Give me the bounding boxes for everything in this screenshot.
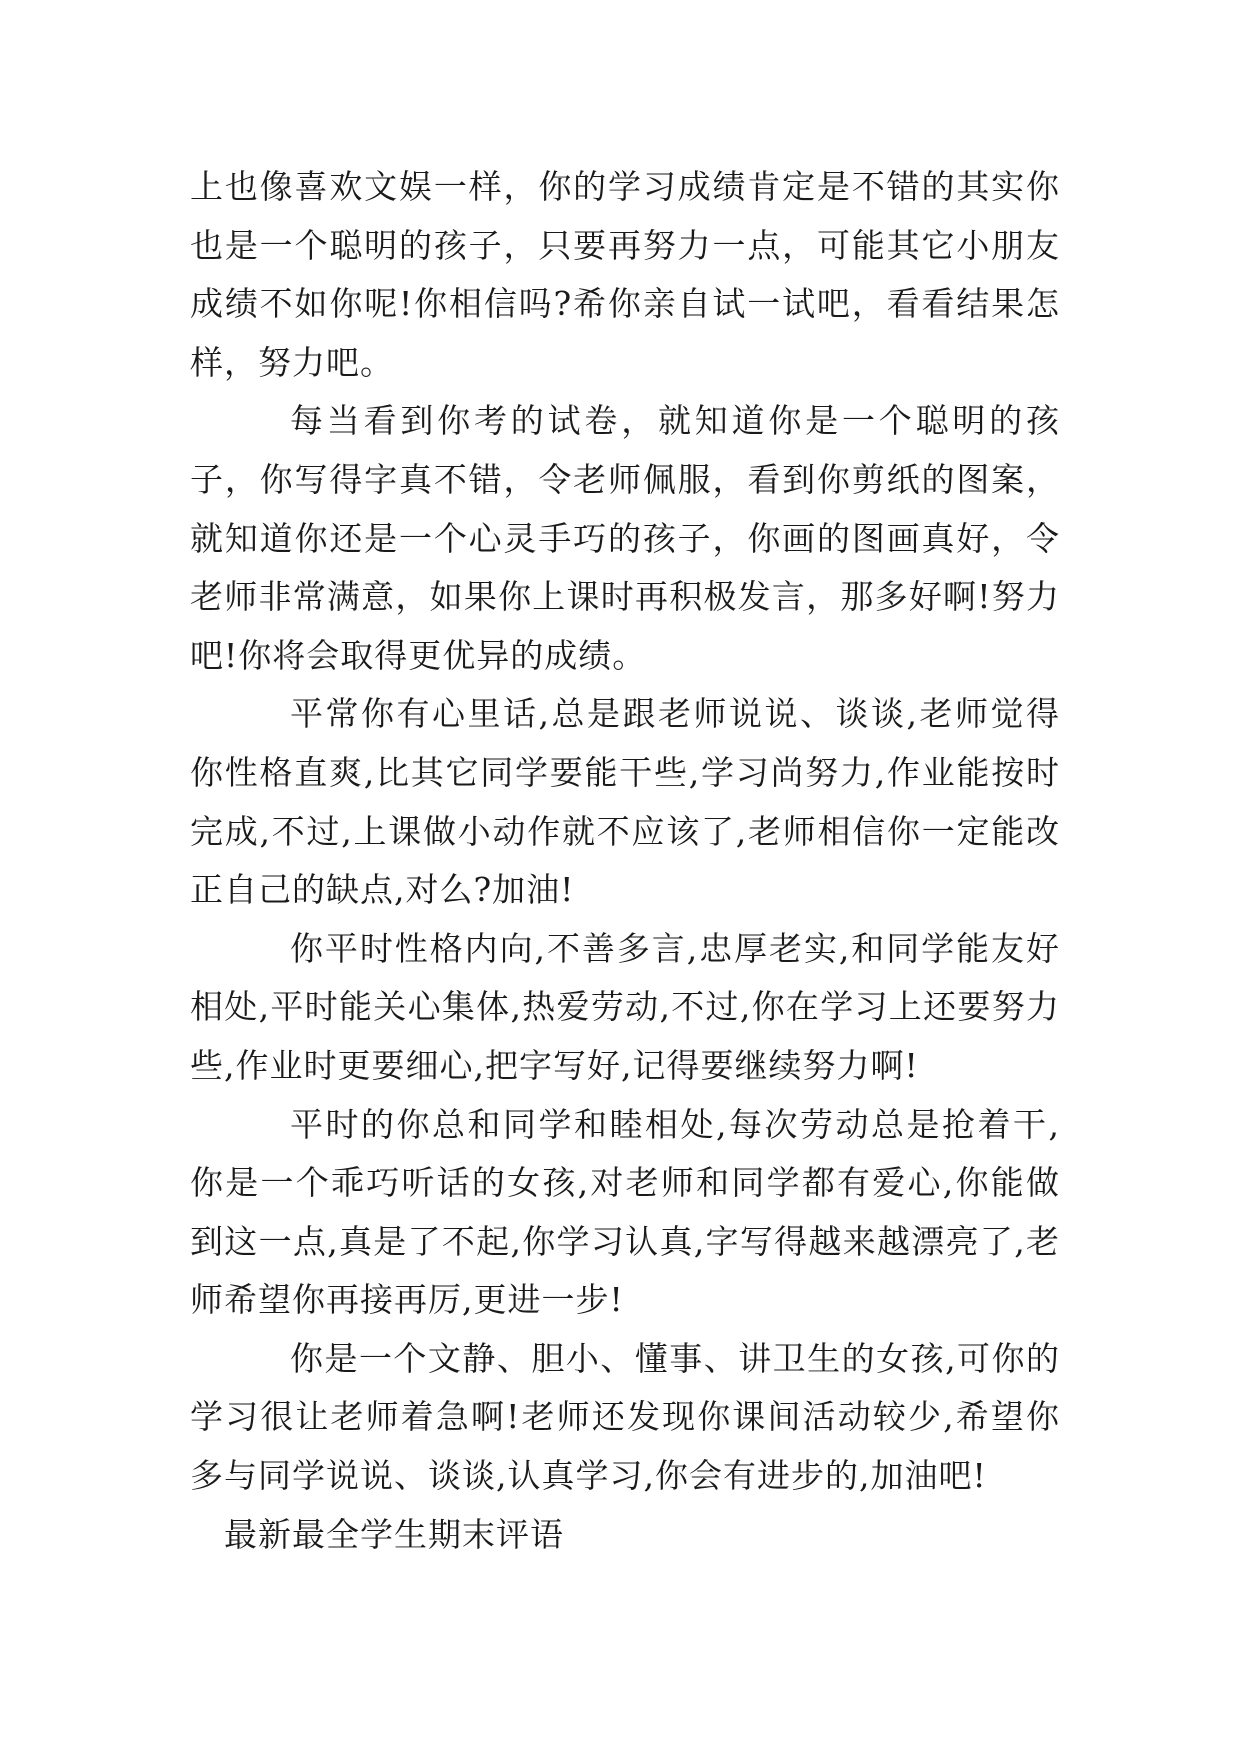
paragraph-5: 平时的你总和同学和睦相处,每次劳动总是抢着干,你是一个乖巧听话的女孩,对老师和同学都有爱心,你能做到这一点,真是了不起,你学习认真,字写得越来越漂亮了,老师希望你再接再厉,更进一步! bbox=[190, 1104, 1060, 1320]
paragraph-2: 每当看到你考的试卷，就知道你是一个聪明的孩子，你写得字真不错，令老师佩服，看到你剪纸的图案，就知道你还是一个心灵手巧的孩子，你画的图画真好，令老师非常满意，如果你上课时再积极发言，那多好啊!努力吧!你将会取得更优异的成绩。 bbox=[190, 401, 1060, 675]
footer-title: 最新最全学生期末评语 bbox=[224, 1514, 564, 1554]
paragraph-6: 你是一个文静、胆小、懂事、讲卫生的女孩,可你的学习很让老师着急啊!老师还发现你课间活动较少,希望你多与同学说说、谈谈,认真学习,你会有进步的,加油吧! bbox=[190, 1338, 1060, 1496]
document-body bbox=[190, 158, 1060, 1564]
paragraph-1: 上也像喜欢文娱一样，你的学习成绩肯定是不错的其实你也是一个聪明的孩子，只要再努力一点，可能其它小朋友成绩不如你呢!你相信吗?希你亲自试一试吧，看看结果怎样，努力吧。 bbox=[190, 167, 1060, 382]
paragraph-3: 平常你有心里话,总是跟老师说说、谈谈,老师觉得你性格直爽,比其它同学要能干些,学习尚努力,作业能按时完成,不过,上课做小动作就不应该了,老师相信你一定能改正自己的缺点,对么?加油! bbox=[190, 694, 1060, 910]
paragraph-4: 你平时性格内向,不善多言,忠厚老实,和同学能友好相处,平时能关心集体,热爱劳动,不过,你在学习上还要努力些,作业时更要细心,把字写好,记得要继续努力啊! bbox=[190, 928, 1060, 1085]
